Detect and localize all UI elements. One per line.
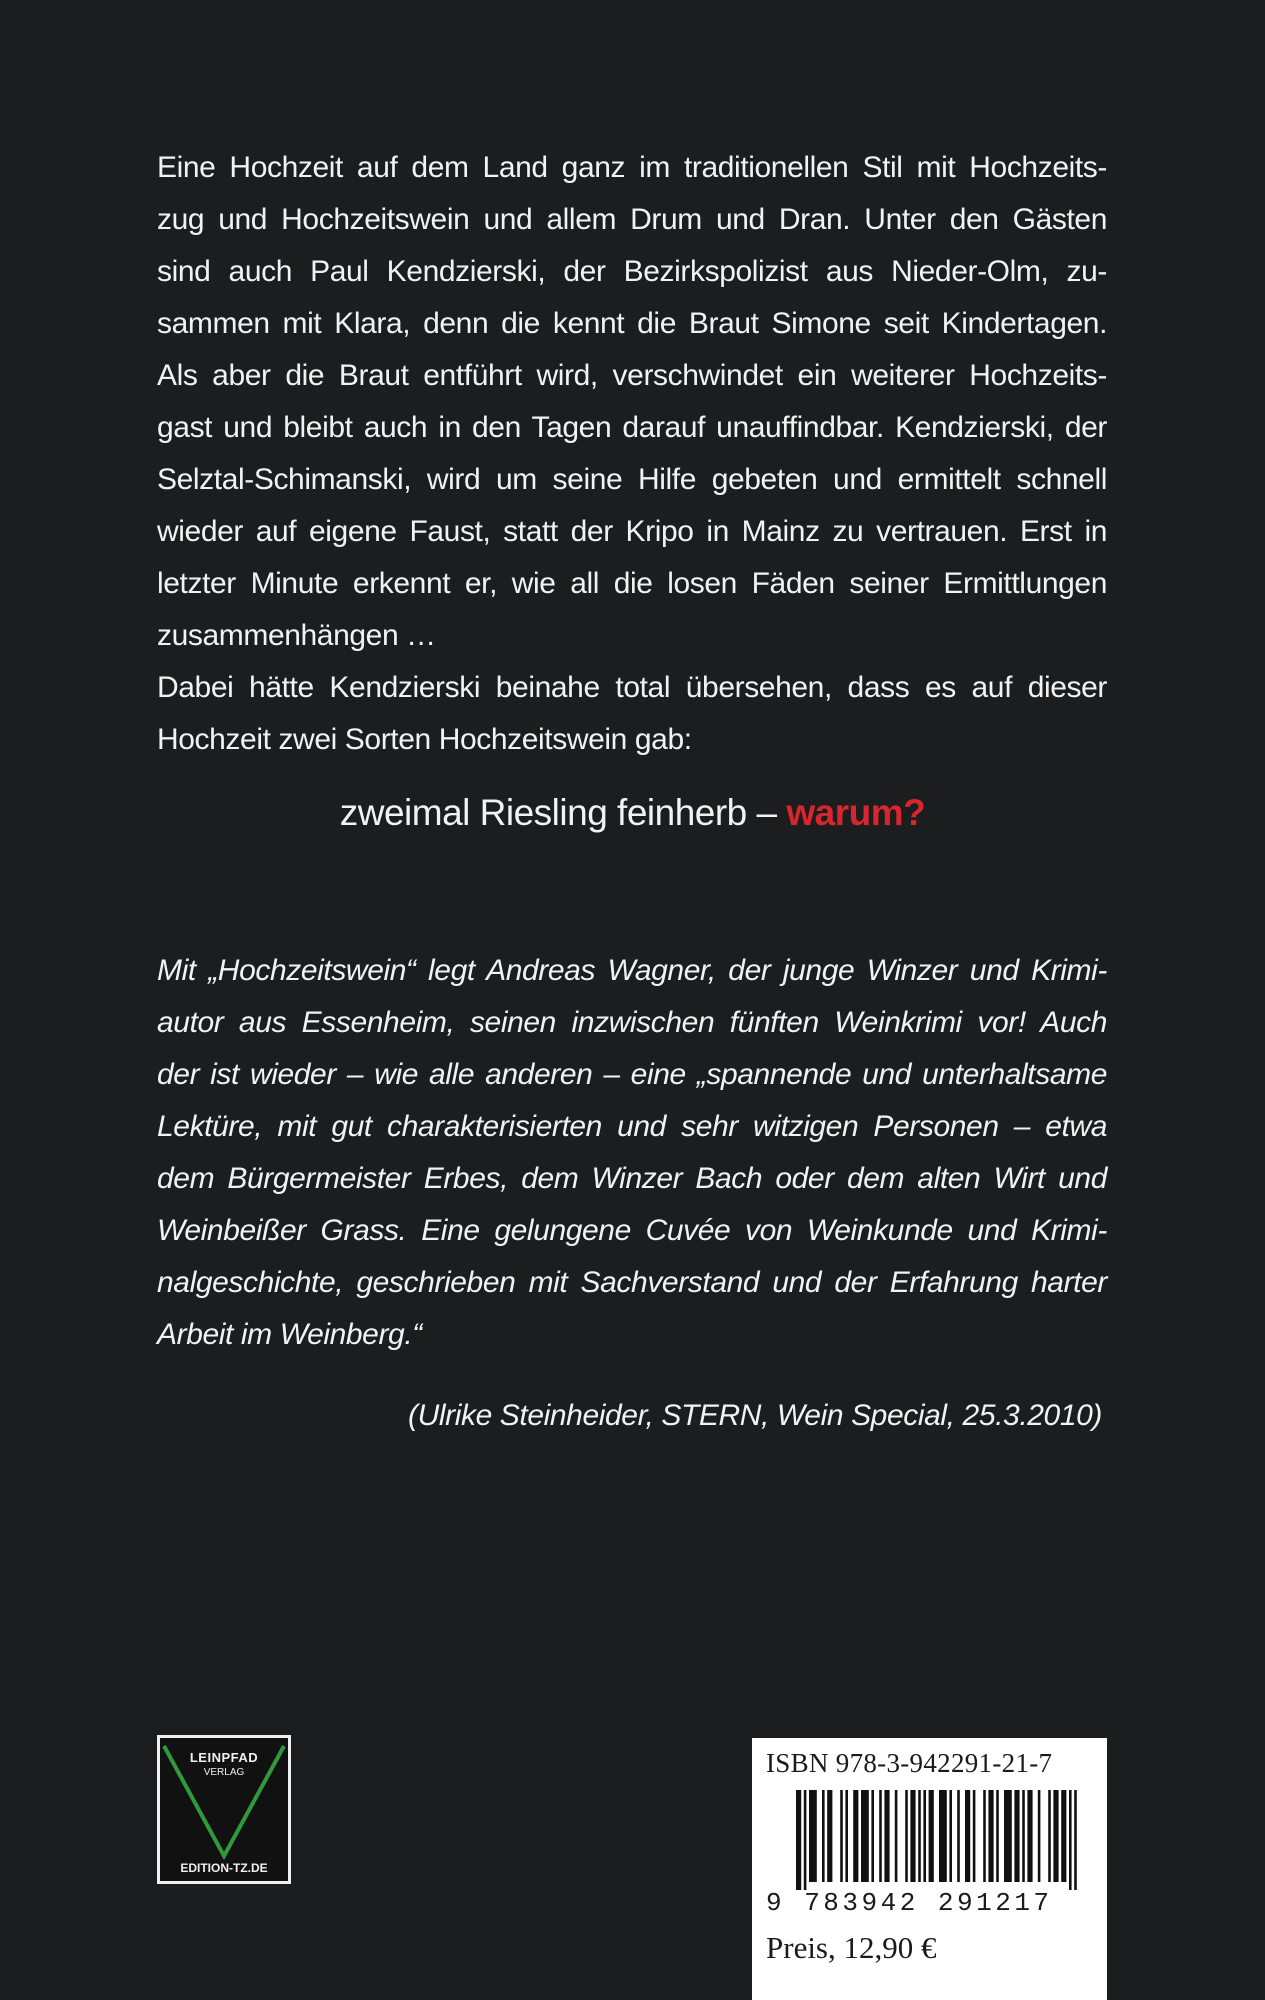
blurb-text bbox=[157, 142, 1107, 766]
review-line: autor aus Essenheim, seinen inzwischen fünften Weinkrimi vor! Auch bbox=[157, 1006, 1107, 1039]
blurb-line: letzter Minute erkennt er, wie all die losen Fäden seiner Ermittlungen bbox=[157, 567, 1107, 600]
ean-digits: 9 783942 291217 bbox=[766, 1888, 1053, 1918]
review-quote bbox=[157, 945, 1107, 1361]
review-line: Arbeit im Weinberg.“ bbox=[157, 1318, 422, 1351]
blurb-line: zusammenhängen … bbox=[157, 619, 436, 652]
highlight-accent: warum? bbox=[786, 792, 926, 833]
blurb-line: wieder auf eigene Faust, statt der Kripo in Mainz zu vertrauen. Erst in bbox=[157, 515, 1107, 548]
review-line: dem Bürgermeister Erbes, dem Winzer Bach oder dem alten Wirt und bbox=[157, 1162, 1107, 1195]
blurb-line: sammen mit Klara, denn die kennt die Braut Simone seit Kindertagen. bbox=[157, 307, 1107, 340]
blurb-line: sind auch Paul Kendzierski, der Bezirkspolizist aus Nieder-Olm, zu- bbox=[157, 255, 1107, 288]
publisher-logo bbox=[157, 1735, 291, 1884]
review-citation: (Ulrike Steinheider, STERN, Wein Special, 25.3.2010) bbox=[408, 1399, 1102, 1432]
blurb-line: Eine Hochzeit auf dem Land ganz im traditionellen Stil mit Hochzeits- bbox=[157, 151, 1107, 184]
publisher-sub: VERLAG bbox=[203, 1767, 245, 1778]
blurb-line: gast und bleibt auch in den Tagen darauf unauffindbar. Kendzierski, der bbox=[157, 411, 1107, 444]
highlight-text: zweimal Riesling feinherb – bbox=[339, 792, 787, 833]
isbn-number: ISBN 978-3-942291-21-7 bbox=[766, 1748, 1053, 1778]
blurb-line: Dabei hätte Kendzierski beinahe total übersehen, dass es auf dieser bbox=[157, 671, 1107, 704]
highlight-line bbox=[0, 788, 1265, 838]
price-label: Preis, 12,90 € bbox=[766, 1930, 937, 1965]
blurb-line: zug und Hochzeitswein und allem Drum und Dran. Unter den Gästen bbox=[157, 203, 1107, 236]
blurb-line: Als aber die Braut entführt wird, verschwindet ein weiterer Hochzeits- bbox=[157, 359, 1107, 392]
review-line: nalgeschichte, geschrieben mit Sachverstand und der Erfahrung harter bbox=[157, 1266, 1107, 1299]
review-line: Weinbeißer Grass. Eine gelungene Cuvée von Weinkunde und Krimi- bbox=[157, 1214, 1107, 1247]
review-line: Mit „Hochzeitswein“ legt Andreas Wagner, der junge Winzer und Krimi- bbox=[157, 954, 1107, 987]
review-line: der ist wieder – wie alle anderen – eine „spannende und unterhaltsame bbox=[157, 1058, 1107, 1091]
publisher-url: EDITION-TZ.DE bbox=[180, 1861, 268, 1875]
blurb-line: Selztal-Schimanski, wird um seine Hilfe gebeten und ermittelt schnell bbox=[157, 463, 1107, 496]
barcode-icon bbox=[752, 1790, 1107, 1890]
barcode-label bbox=[752, 1738, 1107, 2000]
publisher-name: LEINPFAD bbox=[189, 1750, 259, 1765]
blurb-line: Hochzeit zwei Sorten Hochzeitswein gab: bbox=[157, 723, 692, 756]
review-line: Lektüre, mit gut charakterisierten und sehr witzigen Personen – etwa bbox=[157, 1110, 1107, 1143]
